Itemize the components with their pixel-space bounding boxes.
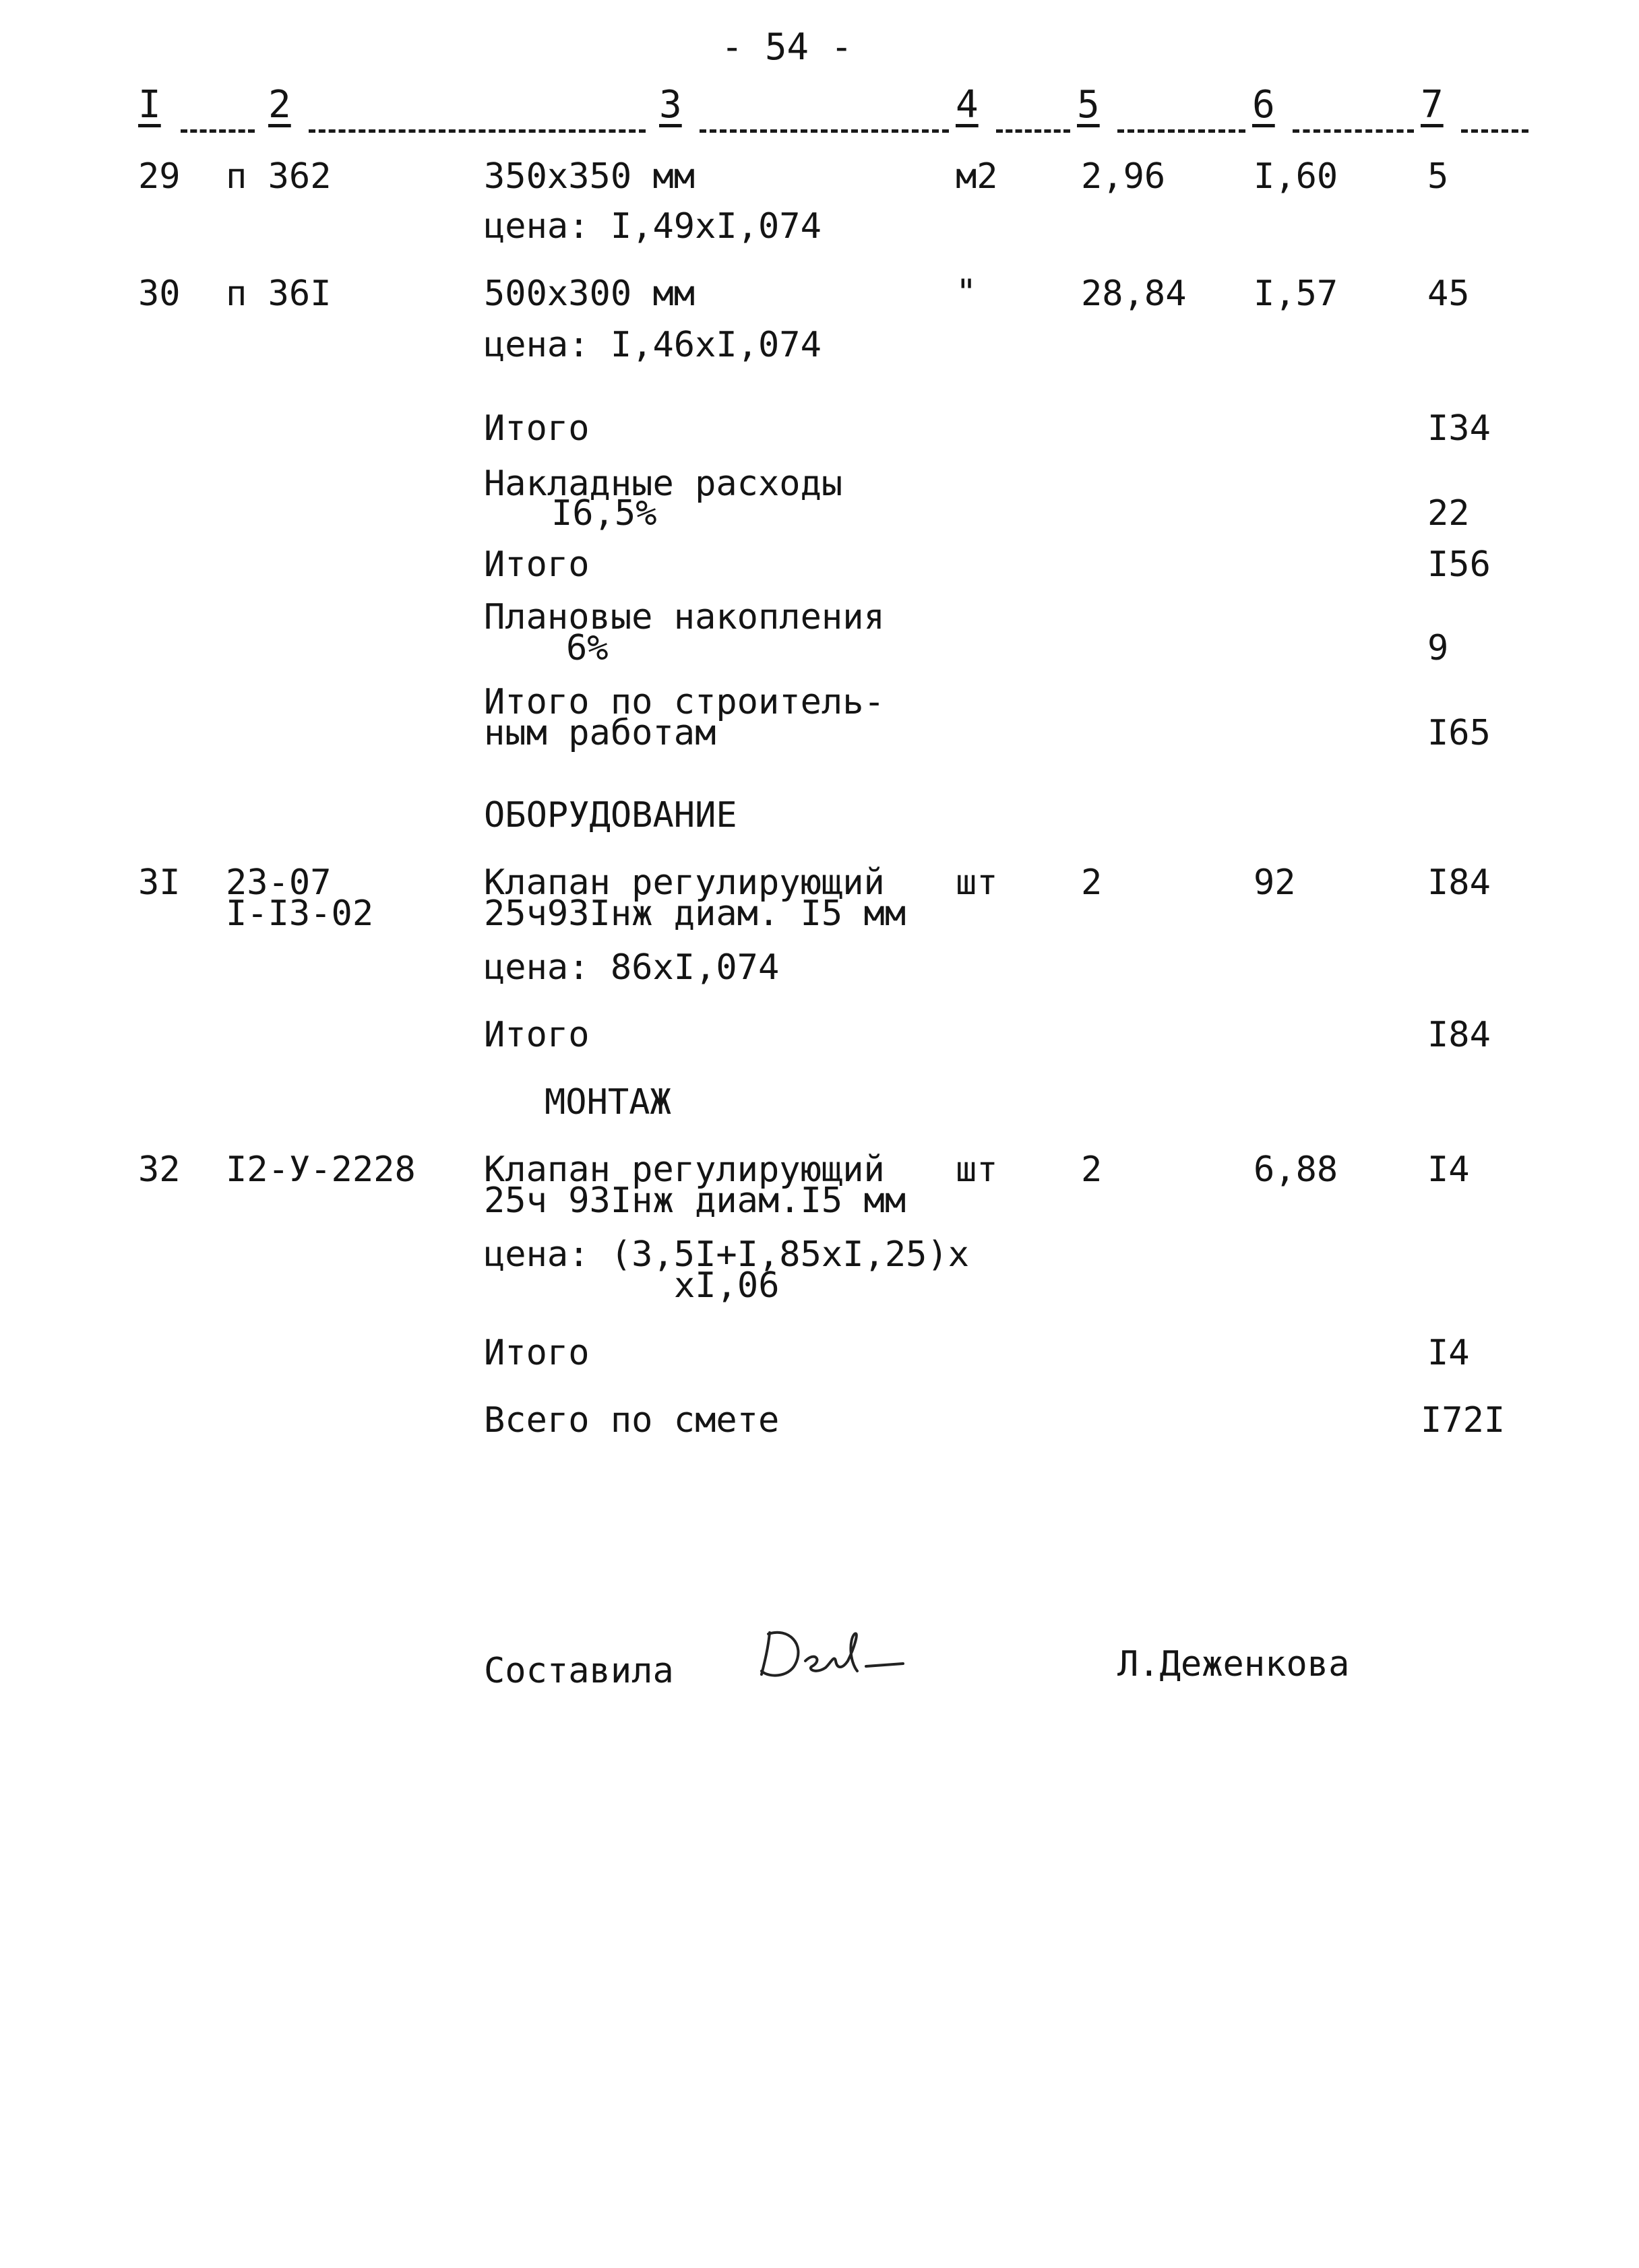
row-number: 32: [138, 1149, 181, 1190]
summary-label-cont: ным работам: [484, 713, 716, 753]
dash-divider: [1293, 129, 1414, 133]
dash-divider: [1117, 129, 1245, 133]
row-description-cont: 25ч93Iнж диам. I5 мм: [484, 893, 906, 934]
summary-label: Итого: [484, 408, 590, 449]
row-description: Клапан регулирующий: [484, 1149, 885, 1190]
dash-divider: [181, 129, 255, 133]
summary-label: Итого по строитель-: [484, 682, 885, 722]
summary-label: Плановые накопления: [484, 597, 885, 637]
summary-value: I34: [1427, 408, 1491, 449]
summary-value: I56: [1427, 544, 1491, 585]
row-description: Клапан регулирующий: [484, 862, 885, 903]
summary-value: I4: [1427, 1333, 1470, 1373]
signature-name: Л.Деженкова: [1117, 1644, 1350, 1684]
row-quantity: 2: [1081, 1149, 1103, 1190]
row-unit: шт: [956, 1149, 998, 1190]
row-code-cont: I-I3-02: [226, 893, 374, 934]
row-total: 5: [1427, 156, 1449, 197]
row-number: 30: [138, 274, 181, 314]
signature-label: Составила: [484, 1651, 674, 1691]
summary-label: Накладные расходы: [484, 464, 843, 504]
col-header-3: 3: [659, 83, 682, 127]
row-total: 45: [1427, 274, 1470, 314]
row-code: 23-07: [226, 862, 332, 903]
row-price: цена: 86хI,074: [484, 947, 780, 988]
dash-divider: [996, 129, 1070, 133]
col-header-4: 4: [956, 83, 979, 127]
row-quantity: 28,84: [1081, 274, 1187, 314]
summary-value: I84: [1427, 1015, 1491, 1055]
row-rate: 6,88: [1254, 1149, 1338, 1190]
summary-value: I65: [1427, 713, 1491, 753]
row-quantity: 2,96: [1081, 156, 1166, 197]
dash-divider: [309, 129, 646, 133]
col-header-5: 5: [1077, 83, 1100, 127]
row-rate: 92: [1254, 862, 1296, 903]
dash-divider: [1461, 129, 1528, 133]
row-unit: м2: [956, 156, 998, 197]
col-header-1: I: [138, 83, 161, 127]
section-heading-equipment: ОБОРУДОВАНИЕ: [484, 795, 737, 836]
row-quantity: 2: [1081, 862, 1103, 903]
grand-total-label: Всего по смете: [484, 1400, 780, 1441]
handwritten-signature-icon: [741, 1614, 930, 1695]
row-number: 29: [138, 156, 181, 197]
row-code: I2-У-2228: [226, 1149, 416, 1190]
row-description: 500х300 мм: [484, 274, 695, 314]
row-unit: шт: [956, 862, 998, 903]
row-description-cont: 25ч 93Iнж диам.I5 мм: [484, 1180, 906, 1221]
row-price-cont: хI,06: [674, 1265, 780, 1306]
grand-total-value: I72I: [1421, 1400, 1506, 1441]
summary-value: 9: [1427, 628, 1449, 668]
dash-divider: [700, 129, 949, 133]
row-number: 3I: [138, 862, 181, 903]
col-header-6: 6: [1252, 83, 1275, 127]
col-header-7: 7: [1421, 83, 1444, 127]
summary-value: 22: [1427, 493, 1470, 534]
row-price: цена: I,49хI,074: [484, 206, 822, 247]
page-number: - 54 -: [721, 26, 853, 68]
summary-label: Итого: [484, 544, 590, 585]
row-description: 350х350 мм: [484, 156, 695, 197]
row-unit: ": [956, 272, 977, 313]
row-code: п 362: [226, 156, 332, 197]
row-rate: I,57: [1254, 274, 1338, 314]
summary-label-rate: 6%: [566, 628, 609, 668]
col-header-2: 2: [268, 83, 291, 127]
row-total: I4: [1427, 1149, 1470, 1190]
summary-label: Итого: [484, 1015, 590, 1055]
row-total: I84: [1427, 862, 1491, 903]
section-heading-montage: МОНТАЖ: [545, 1082, 671, 1123]
row-price: цена: (3,5I+I,85хI,25)х: [484, 1234, 970, 1275]
row-price: цена: I,46хI,074: [484, 325, 822, 365]
summary-label-rate: I6,5%: [551, 493, 657, 534]
row-code: п 36I: [226, 274, 332, 314]
summary-label: Итого: [484, 1333, 590, 1373]
row-rate: I,60: [1254, 156, 1338, 197]
